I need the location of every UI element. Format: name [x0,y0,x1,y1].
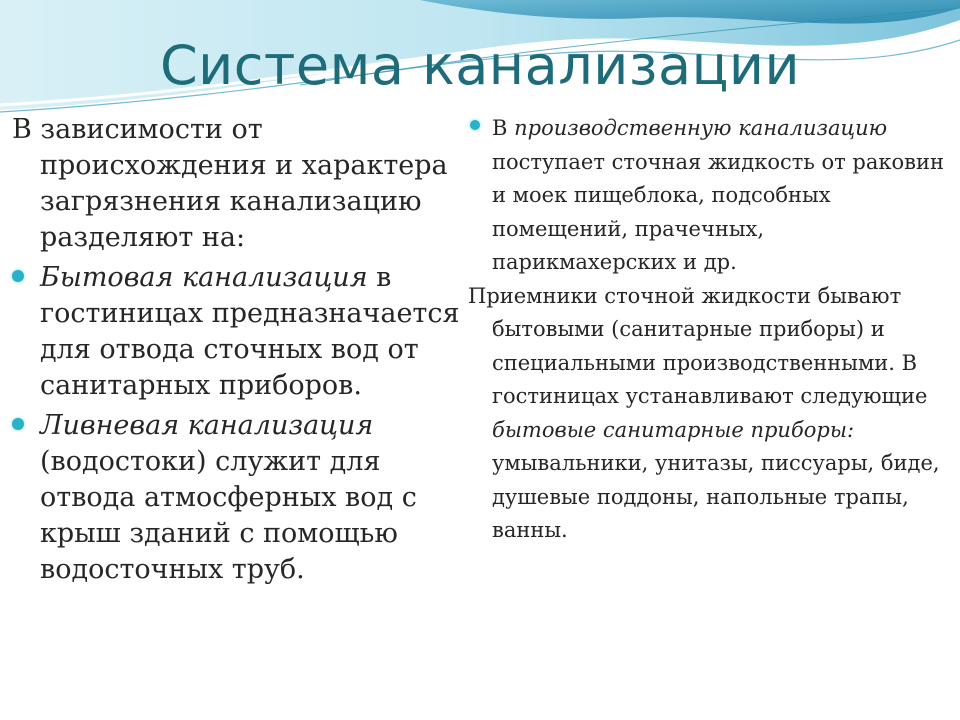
left-column [12,112,482,588]
bullet-icon [12,270,24,282]
term-domestic-sewer: Бытовая канализация [40,262,368,293]
term-industrial-sewer: производственную канализацию [514,116,888,140]
paragraph-text-end: умывальники, унитазы, писсуары, биде, душевые поддоны, напольные трапы, ванны. [492,451,940,542]
right-column [466,112,952,548]
bullet-text: поступает сточная жидкость от раковин и моек пищеблока, подсобных помещений, прачечных, парикмахерских и др. [492,149,944,274]
bullet-text: (водостоки) служит для отвода атмосферных вод с крыш зданий с помощью водосточных труб. [40,446,417,585]
term-storm-sewer: Ливневая канализация [40,410,374,441]
term-sanitary-fixtures: бытовые санитарные приборы: [492,417,855,442]
intro-text: В зависимости от происхождения и характера загрязнения канализацию разделяют на: [12,114,448,253]
slide-title: Система канализации [159,34,801,97]
bullet-item-storm-sewer [12,408,482,588]
paragraph-text: Приемники сточной жидкости бывают бытовыми (санитарные приборы) и специальными производственными. В гостиницах устанавливают следующие [468,283,928,408]
bullet-prefix: В [492,116,515,140]
receivers-paragraph [466,280,952,548]
bullet-icon [12,418,24,430]
bullet-text: в гостиницах предназначается для отвода сточных вод от санитарных приборов. [40,262,460,401]
bullet-icon [470,120,480,130]
bullet-item-industrial-sewer [466,112,952,280]
bullet-item-domestic-sewer [12,260,482,404]
